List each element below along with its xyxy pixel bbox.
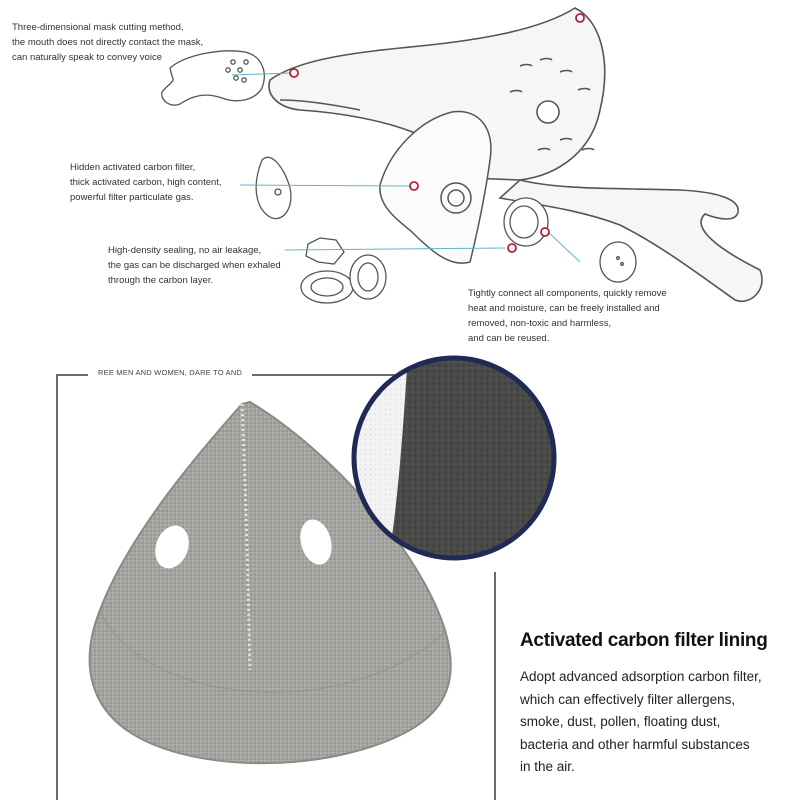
callout-sealing: High-density sealing, no air leakage, the gas can be discharged when exhaled through the carbon layer. <box>108 245 281 286</box>
frame-right-border <box>494 572 496 800</box>
callout-mask-cut: Three-dimensional mask cutting method, the mouth does not directly contact the mask, can naturally speak to convey voice <box>12 22 204 63</box>
feature-title: Activated carbon filter lining <box>520 630 768 651</box>
carbon-fabric-zoom-circle <box>348 352 560 564</box>
frame-caption: REE MEN AND WOMEN, DARE TO AND <box>88 368 252 377</box>
marker-top <box>576 14 584 22</box>
marker-carbon-filter <box>410 182 418 190</box>
callout-components: Tightly connect all components, quickly remove heat and moisture, can be freely installed and removed, non-toxic and harmless, and can be reused. <box>468 288 667 344</box>
feature-description: Adopt advanced adsorption carbon filter, which can effectively filter allergens, smoke, dust, pollen, floating dust, bacteria and other harmful substances in the air. <box>520 669 762 774</box>
marker-components <box>541 228 549 236</box>
marker-mask-cut <box>290 69 298 77</box>
frame-left-border <box>56 374 58 800</box>
face-mask-illustration <box>269 8 762 301</box>
carbon-filter-illustration <box>256 157 291 218</box>
callout-carbon-filter: Hidden activated carbon filter, thick activated carbon, high content, powerful filter particulate gas. <box>70 162 222 203</box>
mask-cup-illustration <box>380 112 491 264</box>
marker-sealing <box>508 244 516 252</box>
